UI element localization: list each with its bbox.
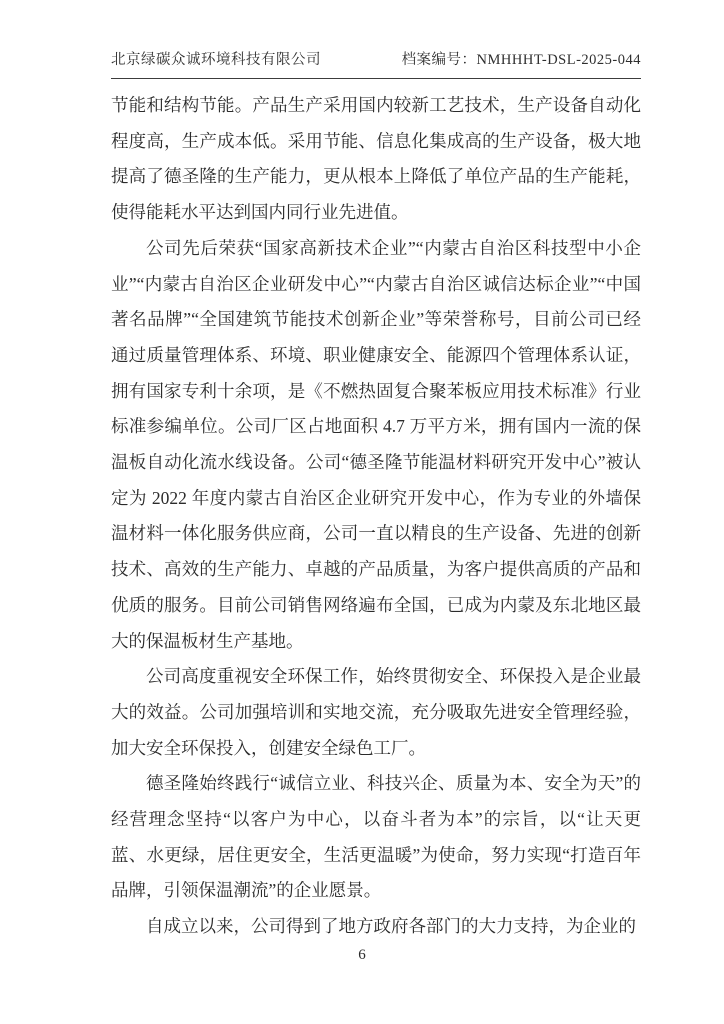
paragraph: 自成立以来，公司得到了地方政府各部门的大力支持，为企业的 — [146, 916, 636, 937]
paragraph: 公司高度重视安全环保工作，始终贯彻安全、环保投入是企业最大的效益。公司加强培训和实地交流，充分吸取先进安全管理经验，加大安全环保投入，创建安全绿色工厂。 — [111, 666, 641, 758]
page-header — [111, 48, 641, 79]
page-number: 6 — [358, 947, 366, 963]
paragraph: 公司先后荣获“国家高新技术企业”“内蒙古自治区科技型中小企业”“内蒙古自治区企业研发中心”“内蒙古自治区诚信达标企业”“中国著名品牌”“全国建筑节能技术创新企业”等荣誉称号，目前公司已经通过质量管理体系、环境、职业健康安全、能源四个管理体系认证，拥有国家专利十余项，是《不燃热固复合聚苯板应用技术标准》行业标准参编单位。公司厂区占地面积 4.7 万平方米，拥有国内一流的保温板自动化流水线设备。公司“德圣隆节能温材料研究开发中心”被认定为 2022 年度内蒙古自治区企业研究开发中心，作为专业的外墙保温材料一体化服务供应商，公司一直以精良的生产设备、先进的创新技术、高效的生产能力、卓越的产品质量，为客户提供高质的产品和优质的服务。目前公司销售网络遍布全国，已成为内蒙及东北地区最大的保温板材生产基地。 — [111, 237, 641, 651]
document-body — [111, 88, 641, 945]
file-number: 档案编号：NMHHHT-DSL-2025-044 — [401, 52, 641, 68]
company-name: 北京绿碳众诚环境科技有限公司 — [111, 52, 321, 68]
paragraph: 德圣隆始终践行“诚信立业、科技兴企、质量为本、安全为天”的经营理念坚持“以客户为中心，以奋斗者为本”的宗旨，以“让天更蓝、水更绿，居住更安全，生活更温暖”为使命，努力实现“打造百年品牌，引领保温潮流”的企业愿景。 — [111, 773, 641, 901]
paragraph: 节能和结构节能。产品生产采用国内较新工艺技术，生产设备自动化程度高，生产成本低。采用节能、信息化集成高的生产设备，极大地提高了德圣隆的生产能力，更从根本上降低了单位产品的生产能耗，使得能耗水平达到国内同行业先进值。 — [111, 95, 641, 223]
